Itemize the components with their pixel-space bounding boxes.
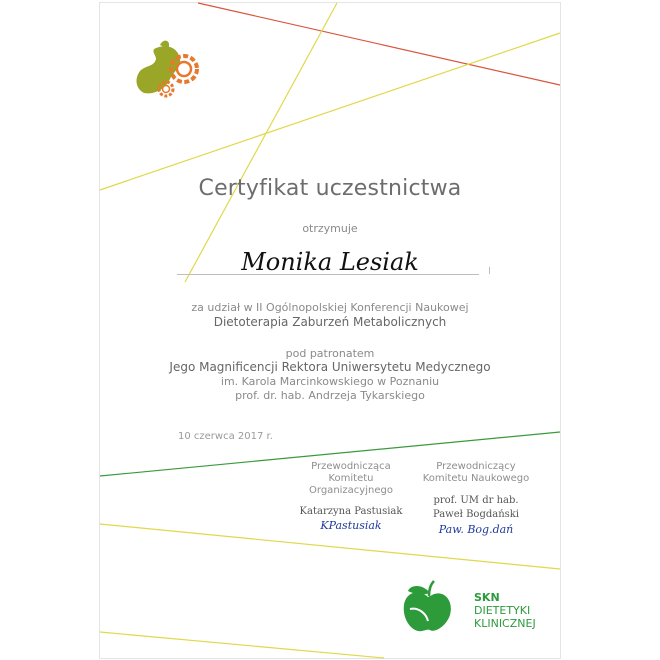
signature-left bbox=[286, 461, 416, 532]
right-role-line1: Przewodniczący bbox=[436, 461, 516, 472]
patron-line-3: prof. dr. hab. Andrzeja Tykarskiego bbox=[235, 389, 425, 402]
left-handwritten-signature: KPastusiak bbox=[320, 519, 382, 532]
conference-name: Dietoterapia Zaburzeń Metabolicznych bbox=[213, 315, 447, 329]
left-signatory-name: Katarzyna Pastusiak bbox=[299, 506, 403, 517]
right-role-line2: Komitetu Naukowego bbox=[422, 473, 530, 484]
name-line-tick bbox=[489, 267, 490, 274]
patronage-label: pod patronatem bbox=[285, 347, 375, 360]
organizer-abbr: SKN bbox=[474, 591, 500, 604]
patron-line-2: im. Karola Marcinkowskiego w Poznaniu bbox=[220, 375, 440, 388]
receives-label: otrzymuje bbox=[302, 222, 358, 235]
participation-line: za udział w II Ogólnopolskiej Konferencji Naukowej bbox=[191, 301, 469, 314]
yellow-line-bottom-2 bbox=[100, 632, 384, 658]
organizer-line2: KLINICZNEJ bbox=[474, 617, 536, 630]
certificate-title: Certyfikat uczestnictwa bbox=[198, 176, 462, 201]
organizer-line1: DIETETYKI bbox=[474, 604, 531, 617]
patron-line-1: Jego Magnificencji Rektora Uniwersytetu Medycznego bbox=[169, 360, 491, 374]
left-role-line1: Przewodnicząca bbox=[311, 461, 391, 472]
apple-icon bbox=[400, 579, 458, 635]
right-signatory-name: Paweł Bogdański bbox=[432, 509, 520, 520]
right-handwritten-signature: Paw. Bog.dań bbox=[438, 523, 514, 536]
left-role-line2: Komitetu Organizacyjnego bbox=[309, 473, 393, 496]
gear-logo-icon bbox=[134, 37, 214, 101]
certificate-date: 10 czerwca 2017 r. bbox=[178, 431, 273, 442]
right-signatory-title: prof. UM dr hab. bbox=[433, 495, 519, 506]
red-line bbox=[198, 3, 560, 85]
participant-name: Monika Lesiak bbox=[241, 248, 419, 276]
name-underline bbox=[177, 274, 479, 275]
signature-right bbox=[416, 461, 536, 536]
organizer-logo-text bbox=[474, 591, 536, 630]
